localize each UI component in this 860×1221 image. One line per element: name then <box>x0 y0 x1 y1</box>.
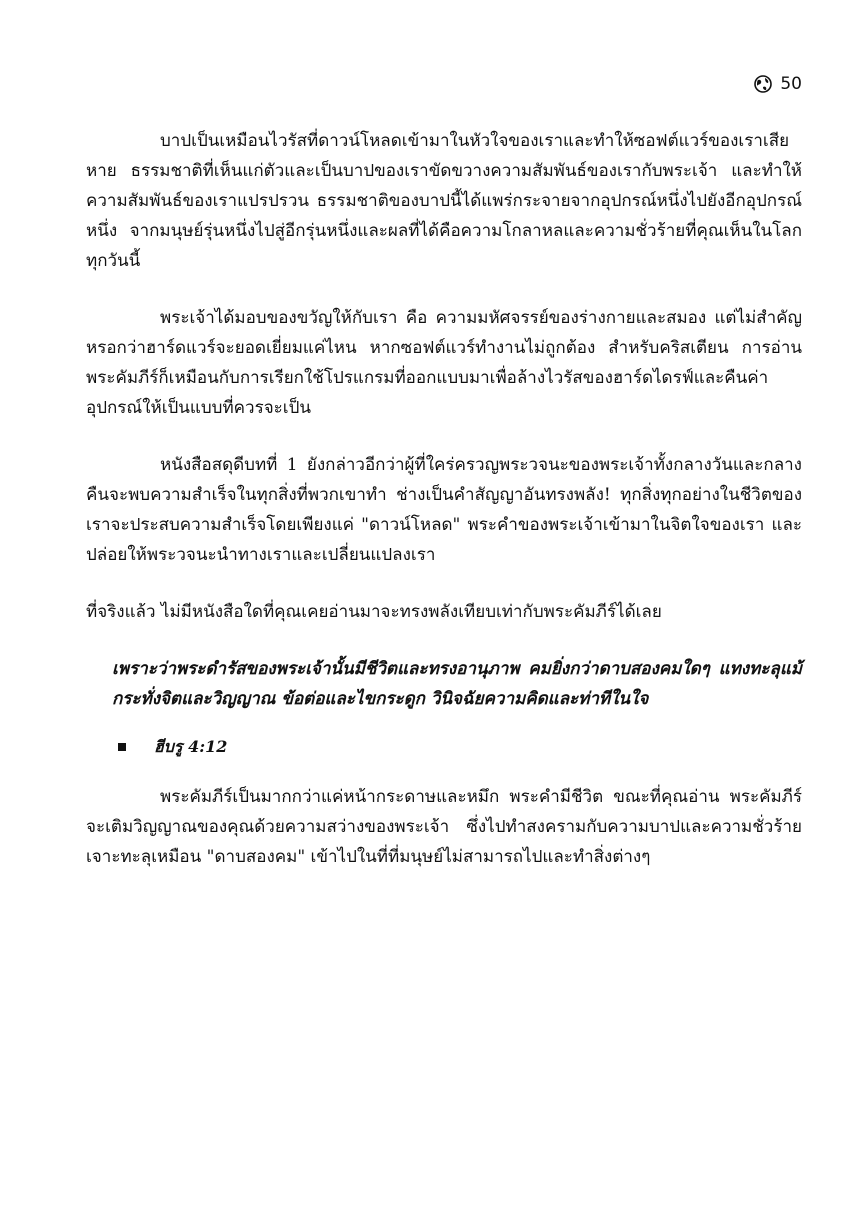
paragraph: ที่จริงแล้ว ไม่มีหนังสือใดที่คุณเคยอ่านมาจะทรงพลังเทียบเท่ากับพระคัมภีร์ได้เลย <box>86 602 662 622</box>
paragraph: พระคัมภีร์เป็นมากกว่าแค่หน้ากระดาษและหมึก พระคำมีชีวิต ขณะที่คุณอ่าน พระคัมภีร์จะเติมวิญญาณของคุณด้วยความสว่างของพระเจ้า ซึ่งไปทำสงครามกับความบาปและความชั่วร้าย เจาะทะลุเหมือน "ดาบสองคม" เข้าไปในที่ที่มนุษย์ไม่สามารถไปและทำสิ่งต่างๆ <box>86 787 802 867</box>
scripture-reference <box>118 732 802 762</box>
page-number: 50 <box>780 74 802 94</box>
globe-icon <box>754 75 772 93</box>
square-bullet-icon <box>118 743 126 751</box>
scripture-quote: เพราะว่าพระดำรัสของพระเจ้านั้นมีชีวิตและทรงอานุภาพ คมยิ่งกว่าดาบสองคมใดๆ แทงทะลุแม้กระทั่งจิตและวิญญาณ ข้อต่อและไขกระดูก วินิจฉัยความคิดและท่าทีในใจ <box>112 659 802 709</box>
paragraph: บาปเป็นเหมือนไวรัสที่ดาวน์โหลดเข้ามาในหัวใจของเราและทำให้ซอฟต์แวร์ของเราเสียหาย ธรรมชาติที่เห็นแก่ตัวและเป็นบาปของเราขัดขวางความสัมพันธ์ของเรากับพระเจ้า และทำให้ความสัมพันธ์ของเราแปรปรวน ธรรมชาติของบาปนี้ได้แพร่กระจายจากอุปกรณ์หนึ่งไปยังอีกอุปกรณ์หนึ่ง จากมนุษย์รุ่นหนึ่งไปสู่อีกรุ่นหนึ่งและผลที่ได้คือความโกลาหลและความชั่วร้ายที่คุณเห็นในโลกทุกวันนี้ <box>86 131 802 271</box>
paragraph: พระเจ้าได้มอบของขวัญให้กับเรา คือ ความมหัศจรรย์ของร่างกายและสมอง แต่ไม่สำคัญหรอกว่าฮาร์ดแวร์จะยอดเยี่ยมแค่ไหน หากซอฟต์แวร์ทำงานไม่ถูกต้อง สำหรับคริสเตียน การอ่านพระคัมภีร์ก็เหมือนกับการเรียกใช้โปรแกรมที่ออกแบบมาเพื่อล้างไวรัสของฮาร์ดไดรฟ์และคืนค่าอุปกรณ์ให้เป็นแบบที่ควรจะเป็น <box>86 308 802 418</box>
reference-text: ฮีบรู 4:12 <box>154 737 228 756</box>
paragraph: หนังสือสดุดีบทที่ 1 ยังกล่าวอีกว่าผู้ที่ใคร่ครวญพระวจนะของพระเจ้าทั้งกลางวันและกลางคืนจะพบความสำเร็จในทุกสิ่งที่พวกเขาทำ ช่างเป็นคำสัญญาอันทรงพลัง! ทุกสิ่งทุกอย่างในชีวิตของเราจะประสบความสำเร็จโดยเพียงแค่ "ดาวน์โหลด" พระคำของพระเจ้าเข้ามาในจิตใจของเรา และปล่อยให้พระวจนะนำทางเราและเปลี่ยนแปลงเรา <box>86 455 802 565</box>
page-header <box>754 74 802 94</box>
document-body <box>86 126 802 899</box>
